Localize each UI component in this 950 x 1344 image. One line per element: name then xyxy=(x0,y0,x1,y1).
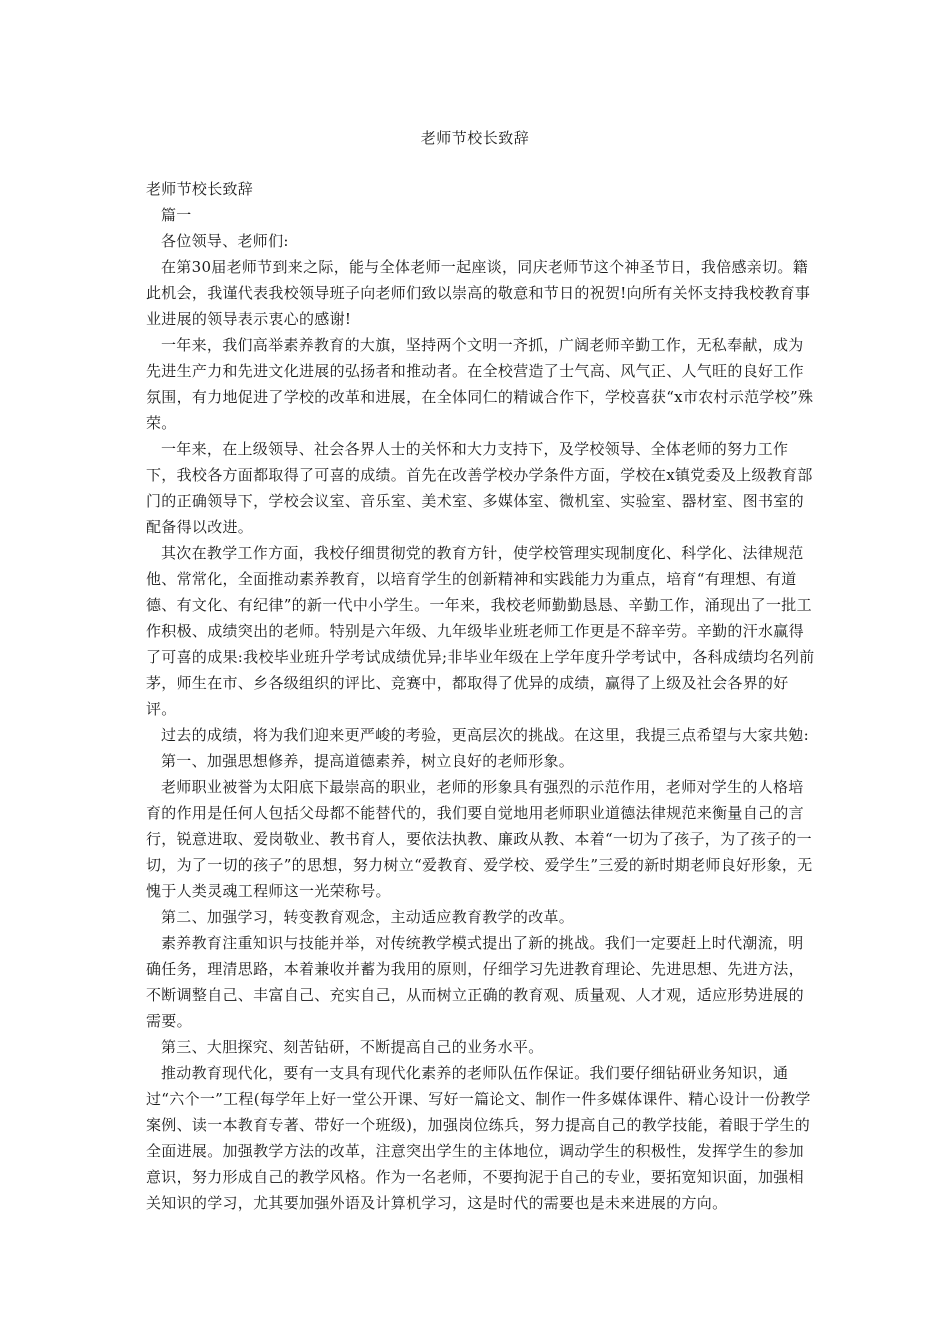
body-heading: 老师节校长致辞 xyxy=(146,180,254,198)
point-heading: 第二、加强学习，转变教育观念，主动适应教育教学的改革。 xyxy=(161,908,575,926)
paragraph: 老师职业被誉为太阳底下最崇高的职业，老师的形象具有强烈的示范作用，老师对学生的人格培育的作用是任何人包括父母都不能替代的，我们要自觉地用老师职业道德法律规范来衡量自己的言行，锐意进取、爱岗敬业、教书育人，要依法执教、廉政从教、本着“一切为了孩子，为了孩子的一切，为了一切的孩子”的思想，努力树立“爱教育、爱学校、爱学生”三爱的新时期老师良好形象，无愧于人类灵魂工程师这一光荣称号。 xyxy=(146,778,813,900)
paragraph: 一年来，在上级领导、社会各界人士的关怀和大力支持下，及学校领导、全体老师的努力工作下，我校各方面都取得了可喜的成绩。首先在改善学校办学条件方面，学校在x镇党委及上级教育部门的正确领导下，学校会议室、音乐室、美术室、多媒体室、微机室、实验室、器材室、图书室的配备得以改进。 xyxy=(146,440,813,536)
salutation: 各位领导、老师们: xyxy=(161,232,289,250)
paragraph: 在第30届老师节到来之际，能与全体老师一起座谈，同庆老师节这个神圣节日，我倍感亲切。籍此机会，我谨代表我校领导班子向老师们致以崇高的敬意和节日的祝贺!向所有关怀支持我校教育事业进展的领导表示衷心的感谢! xyxy=(146,258,811,328)
paragraph: 其次在教学工作方面，我校仔细贯彻党的教育方针，使学校管理实现制度化、科学化、法律规范他、常常化，全面推动素养教育，以培育学生的创新精神和实践能力为重点，培育“有理想、有道德、有文化、有纪律”的新一代中小学生。一年来，我校老师勤勤恳恳、辛勤工作，涌现出了一批工作积极、成绩突出的老师。特别是六年级、九年级毕业班老师工作更是不辞辛劳。辛勤的汗水赢得了可喜的成果:我校毕业班升学考试成绩优异;非毕业年级在上学年度升学考试中，各科成绩均名列前茅，师生在市、乡各级组织的评比、竞赛中，都取得了优异的成绩，赢得了上级及社会各界的好评。 xyxy=(146,544,815,718)
point-heading: 第一、加强思想修养，提高道德素养，树立良好的老师形象。 xyxy=(161,752,575,770)
section-label: 篇一 xyxy=(161,206,192,224)
paragraph: 素养教育注重知识与技能并举，对传统教学模式提出了新的挑战。我们一定要赶上时代潮流，明确任务，理清思路，本着兼收并蓄为我用的原则，仔细学习先进教育理论、先进思想、先进方法，不断调整自己、丰富自己、充实自己，从而树立正确的教育观、质量观、人才观，适应形势进展的需要。 xyxy=(146,934,804,1030)
document-title: 老师节校长致辞 xyxy=(420,129,530,147)
paragraph: 过去的成绩，将为我们迎来更严峻的考验，更高层次的挑战。在这里，我提三点希望与大家共勉: xyxy=(161,726,809,744)
document-body xyxy=(146,176,818,1216)
point-heading: 第三、大胆探究、刻苦钻研，不断提高自己的业务水平。 xyxy=(161,1038,544,1056)
paragraph: 推动教育现代化，要有一支具有现代化素养的老师队伍作保证。我们要仔细钻研业务知识，通过“六个一”工程(每学年上好一堂公开课、写好一篇论文、制作一件多媒体课件、精心设计一份教学案例、读一本教育专著、带好一个班级)，加强岗位练兵，努力提高自己的教学技能，着眼于学生的全面进展。加强教学方法的改革，注意突出学生的主体地位，调动学生的积极性，发挥学生的参加意识，努力形成自己的教学风格。作为一名老师，不要拘泥于自己的专业，要拓宽知识面，加强相关知识的学习，尤其要加强外语及计算机学习，这是时代的需要也是未来进展的方向。 xyxy=(146,1064,811,1212)
paragraph: 一年来，我们高举素养教育的大旗，坚持两个文明一齐抓，广阔老师辛勤工作，无私奉献，成为先进生产力和先进文化进展的弘扬者和推动者。在全校营造了士气高、风气正、人气旺的良好工作氛围，有力地促进了学校的改革和进展，在全体同仁的精诚合作下，学校喜获“x市农村示范学校”殊荣。 xyxy=(146,336,814,432)
